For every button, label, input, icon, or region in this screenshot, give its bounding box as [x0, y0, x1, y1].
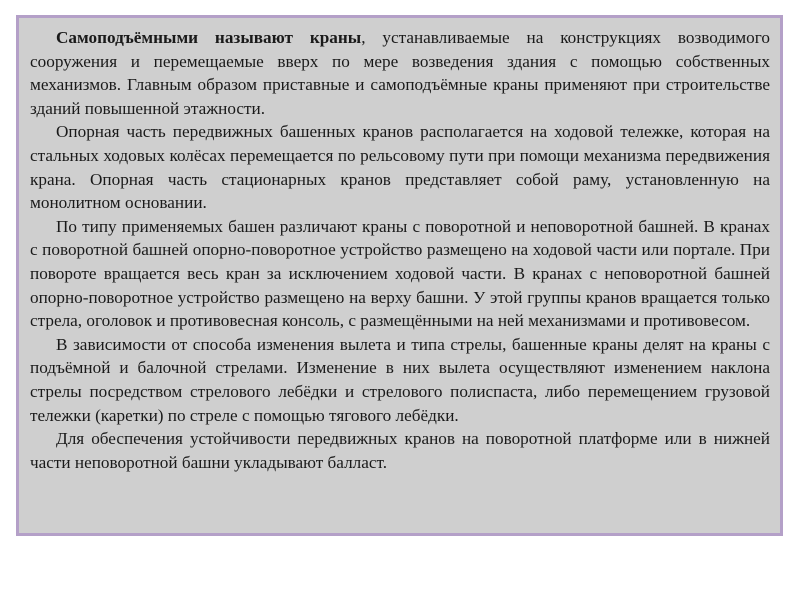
- paragraph-tower-types: По типу применяемых башен различают краны с поворотной и неповоротной башней. В кранах с поворотной башней опорно-поворотное устройство размещено на ходовой части или портале. При повороте вращается весь кран за исключением ходовой части. В кранах с неповоротной башней опорно-поворотное устройство размещено на верху башни. У этой группы кранов вращается только стрела, оголовок и противовесная консоль, с размещёнными на ней механизмами и противовесом.: [30, 216, 770, 331]
- text-panel: [16, 15, 783, 536]
- term-self-lifting-cranes: Самоподъёмными называют краны: [56, 28, 362, 47]
- paragraph-boom-types: В зависимости от способа изменения вылета и типа стрелы, башенные краны делят на краны с подъёмной и балочной стрелами. Изменение в них вылета осуществляют изменением наклона стрелы посредством стрелового лебёдки и стрелового полиспаста, либо перемещением грузовой тележки (каретки) по стреле с помощью тягового лебёдки.: [30, 334, 770, 425]
- paragraph-text: , устанавливаемые на конструкциях возводимого сооружения и перемещаемые вверх по мере возведения здания с помощью собственных механизмов. Главным образом приставные и самоподъёмные краны применяют при строительстве зданий повышенной этажности.: [30, 28, 770, 118]
- paragraph-support-part: Опорная часть передвижных башенных кранов располагается на ходовой тележке, которая на стальных ходовых колёсах перемещается по рельсовому пути при помощи механизма передвижения крана. Опорная часть стационарных кранов представляет собой раму, установленную на монолитном основании.: [30, 122, 770, 213]
- paragraph-self-lifting-cranes: [30, 26, 770, 120]
- paragraph-ballast: Для обеспечения устойчивости передвижных кранов на поворотной платформе или в нижней части неповоротной башни укладывают балласт.: [30, 429, 770, 472]
